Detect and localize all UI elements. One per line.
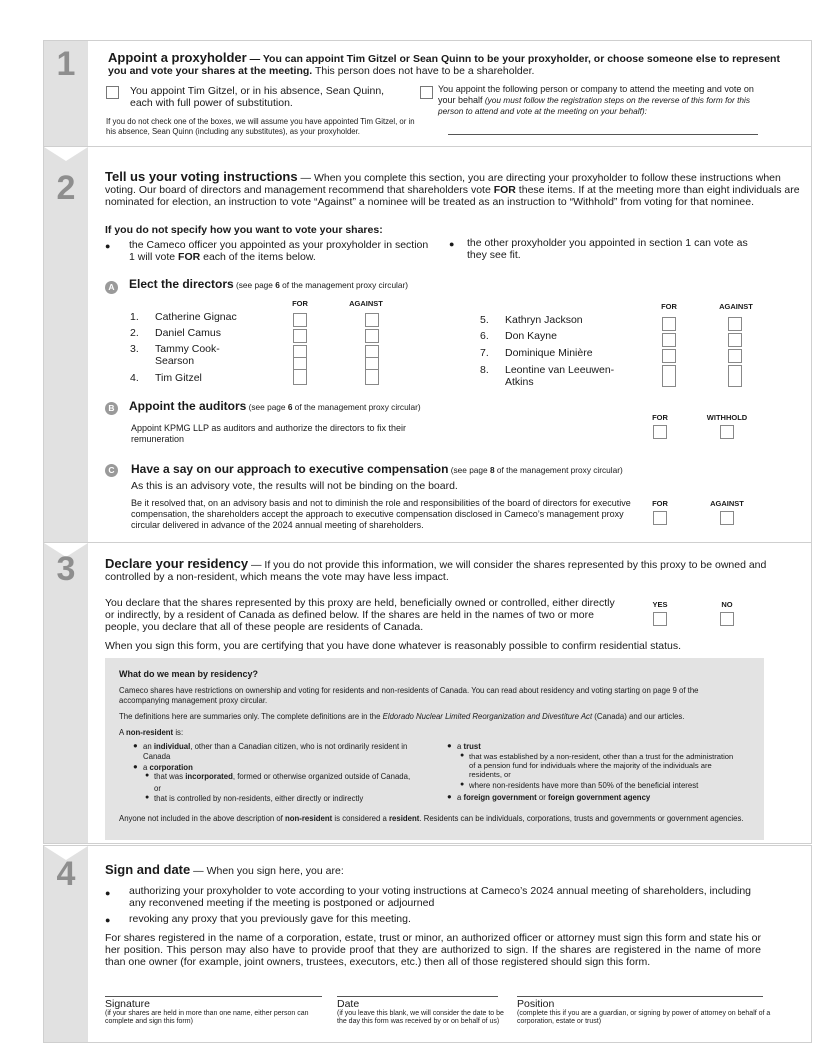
section-number: 4 [56, 855, 76, 893]
bullet-dot: ● [460, 781, 465, 788]
date-note: (if you leave this blank, we will consider the date to be the day this form was received by or on behalf of us) [337, 1010, 504, 1026]
bullet-dot: ● [145, 794, 150, 801]
bullet-dot: ● [447, 792, 452, 801]
vote-for-miniere[interactable] [662, 349, 676, 363]
director-number: 6. [480, 330, 489, 342]
foot-b: non-resident [285, 814, 333, 823]
bullet-dot: ● [105, 915, 111, 925]
bullet-dot: ● [449, 239, 455, 249]
col-for: FOR [661, 302, 677, 311]
l2-b: corporation [149, 763, 193, 772]
vote-against-gignac[interactable] [365, 313, 379, 327]
intro-bold: — You can appoint Tim Gitzel or Sean Quinn to be your proxyholder, or choose someone else to represent you and vote your shares at the meeting. [108, 53, 780, 77]
item-title: Elect the directors [129, 277, 234, 291]
section-number: 2 [56, 169, 76, 207]
item-c-heading [131, 463, 811, 476]
vote-for-gignac[interactable] [293, 313, 307, 327]
director-number: 2. [130, 327, 139, 339]
director-number: 5. [480, 314, 489, 326]
foot-e: . Residents can be individuals, corporations, trusts and governments or government agencies. [419, 814, 744, 823]
vote-for-jackson[interactable] [662, 317, 676, 331]
intro-for: FOR [493, 184, 516, 196]
residency-box-p2 [119, 712, 749, 722]
director-number: 4. [130, 372, 139, 384]
section-1 [43, 40, 812, 148]
r1-a: a [457, 742, 464, 751]
l1-c: , other than a Canadian citizen, who is not ordinarily resident in Canada [143, 742, 408, 761]
director-number: 1. [130, 311, 139, 323]
l2s1-c: , formed or otherwise organized outside of Canada, [232, 772, 411, 781]
signature-label: Signature [105, 998, 150, 1010]
resident-definition [119, 814, 749, 824]
date-line[interactable] [337, 996, 498, 997]
section-title: Sign and date [105, 862, 191, 877]
unspecified-bullet-1 [129, 239, 429, 263]
col-for: FOR [292, 299, 308, 308]
r2-d: foreign government agency [548, 793, 651, 802]
unspecified-heading: If you do not specify how you want to vote your shares: [105, 224, 383, 236]
l1-a: an [143, 742, 154, 751]
vote-for-camus[interactable] [293, 329, 307, 343]
director-name: Kathryn Jackson [505, 314, 583, 326]
col-for: FOR [652, 413, 668, 422]
sign-bullet-1: authorizing your proxyholder to vote according to your voting instructions at Cameco’s 2024 annual meeting of shareholders, including any reconvened meeting if the meeting is postponed or adjourned [129, 885, 752, 909]
l1-b: individual [153, 742, 191, 751]
vote-for-kayne[interactable] [662, 333, 676, 347]
ref-b: of the management proxy circular) [494, 465, 623, 475]
residency-declaration: You declare that the shares represented by this proxy are held, beneficially owned or controlled, either directly or indirectly, by a resident of Canada as defined below. If the shares are held in the names of two or more people, you declare that all of these people are residents of Canada. [105, 597, 615, 633]
section-2 [43, 146, 812, 544]
ref-a: (see page [233, 280, 276, 290]
l2s1-b: incorporated [185, 772, 233, 781]
unspecified-bullet-2: the other proxyholder you appointed in section 1 can vote as they see fit. [467, 237, 748, 261]
r2-a: a [457, 793, 464, 802]
director-name: Don Kayne [505, 330, 557, 342]
col-yes: YES [652, 600, 668, 609]
signature-line[interactable] [105, 996, 322, 997]
ref-a: (see page [448, 465, 490, 475]
residency-box-p1: Cameco shares have restrictions on ownership and voting for residents and non-residents of Canada. You can read about residency and voting starting on page 9 of the accompanying management proxy circular. [119, 686, 699, 705]
bullet-dot: ● [133, 741, 138, 750]
director-number: 3. [130, 343, 139, 355]
vote-against-van-leeuwen-atkins[interactable] [728, 365, 742, 387]
certify-text: When you sign this form, you are certifying that you have done whatever is reasonably possible to confirm residential status. [105, 640, 682, 652]
section-1-heading [108, 52, 798, 77]
section-number: 1 [56, 45, 76, 83]
col-against: AGAINST [349, 299, 383, 308]
signature-note: (if your shares are held in more than one name, either person can complete and sign this form) [105, 1010, 309, 1026]
non-resident-individual [143, 742, 433, 761]
say-on-pay-against-checkbox[interactable] [720, 511, 734, 525]
director-number: 7. [480, 347, 489, 359]
proxyholder-name-line[interactable] [448, 134, 758, 135]
item-title: Have a say on our approach to executive compensation [131, 462, 449, 476]
intro: — If you do not provide this information, we will consider the shares represented by this proxy to be owned and controlled by a non-resident, which means the vote may have less impact. [105, 559, 767, 583]
resident-no-checkbox[interactable] [720, 612, 734, 626]
non-resident-lead [119, 728, 183, 738]
section-3 [43, 542, 812, 844]
vote-against-jackson[interactable] [728, 317, 742, 331]
vote-against-miniere[interactable] [728, 349, 742, 363]
intro-a: — When you complete this section, you are directing your proxyholder to follow these instructions when voting. Our board of directors and management recommend that shareholders vote [105, 172, 781, 196]
section-title: Tell us your voting instructions [105, 169, 298, 184]
bullet-dot: ● [133, 762, 138, 771]
appoint-other-text: You appoint the following person or company to attend the meeting and vote on your behalf [438, 84, 754, 105]
r2-b: foreign government [463, 793, 537, 802]
director-name: Daniel Camus [155, 327, 221, 339]
auditors-withhold-checkbox[interactable] [720, 425, 734, 439]
vote-against-camus[interactable] [365, 329, 379, 343]
item-a-badge: A [105, 281, 118, 294]
col-against: AGAINST [719, 302, 753, 311]
intro: — When you sign here, you are: [190, 865, 344, 877]
bullet1-for: FOR [178, 251, 201, 263]
ref-page: 6 [275, 280, 280, 290]
r1-b: trust [463, 742, 481, 751]
section-2-heading [105, 171, 800, 208]
corporation-sub-1 [154, 772, 454, 782]
trust-sub-1: that was established by a non-resident, other than a trust for the administration of a pension fund for individuals where the majority of the individuals are residents, or [469, 752, 734, 779]
item-a-heading [129, 278, 529, 291]
position-note: (complete this if you are a guardian, or signing by power of attorney on behalf of a corporation, estate or trust) [517, 1010, 771, 1026]
auditors-for-checkbox[interactable] [653, 425, 667, 439]
signing-requirements: For shares registered in the name of a corporation, estate, trust or minor, an authorized officer or attorney must sign this form and state his or her position. This person may also have to provide proof that they are authorized to sign. If the shares are registered in the name of more than one owner (for example, joint owners, trustees, executors, etc.) then all of those registered should sign this form. [105, 932, 761, 968]
item-b-heading [129, 400, 529, 413]
trust-sub-2: where non-residents have more than 50% of the beneficial interest [469, 781, 699, 790]
director-name: Leontine van Leeuwen-Atkins [505, 364, 615, 388]
advisory-note: As this is an advisory vote, the results will not be binding on the board. [131, 480, 458, 492]
vote-against-kayne[interactable] [728, 333, 742, 347]
col-no: NO [721, 600, 733, 609]
bullet-dot: ● [145, 772, 150, 779]
bullet-dot: ● [447, 741, 452, 750]
bullet-dot: ● [105, 241, 111, 251]
col-for: FOR [652, 499, 668, 508]
vote-for-gitzel[interactable] [293, 369, 307, 385]
ref-a: (see page [246, 402, 288, 412]
section-3-heading [105, 558, 800, 583]
appoint-other-label [438, 84, 768, 117]
nr-a: A [119, 728, 126, 737]
say-on-pay-resolution: Be it resolved that, on an advisory basis and not to diminish the role and responsibilities of the board of directors for executive compensation, the shareholders accept the approach to executive compensation disclosed in Cameco’s management proxy circular delivered in advance of the 2024 annual meeting of shareholders. [131, 498, 631, 530]
say-on-pay-for-checkbox[interactable] [653, 511, 667, 525]
item-b-badge: B [105, 402, 118, 415]
sign-bullet-2: revoking any proxy that you previously gave for this meeting. [129, 913, 411, 925]
position-label: Position [517, 998, 555, 1010]
auditors-text: Appoint KPMG LLP as auditors and authorize the directors to fix their remuneration [131, 423, 406, 444]
nr-c: is: [173, 728, 184, 737]
foot-c: is considered a [332, 814, 390, 823]
section-4-heading [105, 864, 795, 877]
director-name: Catherine Gignac [155, 311, 237, 323]
position-line[interactable] [517, 996, 763, 997]
l2-a: a [143, 763, 150, 772]
appoint-other-checkbox[interactable] [420, 86, 433, 99]
p2-act: Eldorado Nuclear Limited Reorganization and Divestiture Act [382, 712, 593, 721]
section-number: 3 [56, 550, 76, 588]
director-number: 8. [480, 364, 489, 376]
bullet-dot: ● [460, 752, 465, 759]
section-4 [43, 845, 812, 1043]
intro-rest: This person does not have to be a shareholder. [312, 65, 535, 77]
col-against: AGAINST [710, 499, 744, 508]
corporation-sub-or: or [154, 784, 161, 793]
section-title: Declare your residency [105, 556, 249, 571]
ref-page: 6 [287, 402, 293, 412]
intro-b: these items. If at the meeting more than eight individuals are nominated for election, an instruction to vote “Against” a nominee will be treated as an instruction to “Withhold” from voting for that nominee. [105, 184, 800, 208]
ref-page: 8 [489, 465, 495, 475]
non-resident-government [457, 793, 757, 803]
director-name: Dominique Minière [505, 347, 593, 359]
foot-a: Anyone not included in the above description of [119, 814, 286, 823]
item-title: Appoint the auditors [129, 399, 247, 413]
bullet1-a: the Cameco officer you appointed as your proxyholder in section 1 will vote [129, 239, 429, 263]
vote-for-van-leeuwen-atkins[interactable] [662, 365, 676, 387]
appoint-gitzel-label: You appoint Tim Gitzel, or in his absence, Sean Quinn, each with full power of substitution. [130, 85, 385, 109]
appoint-other-note: (you must follow the registration steps on the reverse of this form for this person to attend and vote at the meeting on your behalf): [438, 95, 750, 116]
residency-box-title: What do we mean by residency? [119, 669, 259, 679]
vote-against-gitzel[interactable] [365, 369, 379, 385]
nr-b: non-resident [125, 728, 174, 737]
l2s1-a: that was [154, 772, 186, 781]
corporation-sub-2: that is controlled by non-residents, either directly or indirectly [154, 794, 364, 803]
r2-c: or [536, 793, 548, 802]
date-label: Date [337, 998, 360, 1010]
non-resident-trust [457, 742, 481, 752]
default-note: If you do not check one of the boxes, we will assume you have appointed Tim Gitzel, or in his absence, Sean Quinn (including any substitutes), as your proxyholder. [106, 117, 415, 136]
ref-b: of the management proxy circular) [292, 402, 421, 412]
director-name: Tim Gitzel [155, 372, 202, 384]
director-name: Tammy Cook-Searson [155, 343, 220, 367]
section-title: Appoint a proxyholder [108, 50, 247, 65]
col-withhold: WITHHOLD [706, 413, 748, 422]
appoint-gitzel-checkbox[interactable] [106, 86, 119, 99]
resident-yes-checkbox[interactable] [653, 612, 667, 626]
p2-b: (Canada) and our articles. [592, 712, 685, 721]
item-c-badge: C [105, 464, 118, 477]
p2-a: The definitions here are summaries only. The complete definitions are in the [119, 712, 383, 721]
bullet1-b: each of the items below. [200, 251, 316, 263]
foot-d: resident [389, 814, 420, 823]
bullet-dot: ● [105, 888, 111, 898]
ref-b: of the management proxy circular) [279, 280, 409, 290]
